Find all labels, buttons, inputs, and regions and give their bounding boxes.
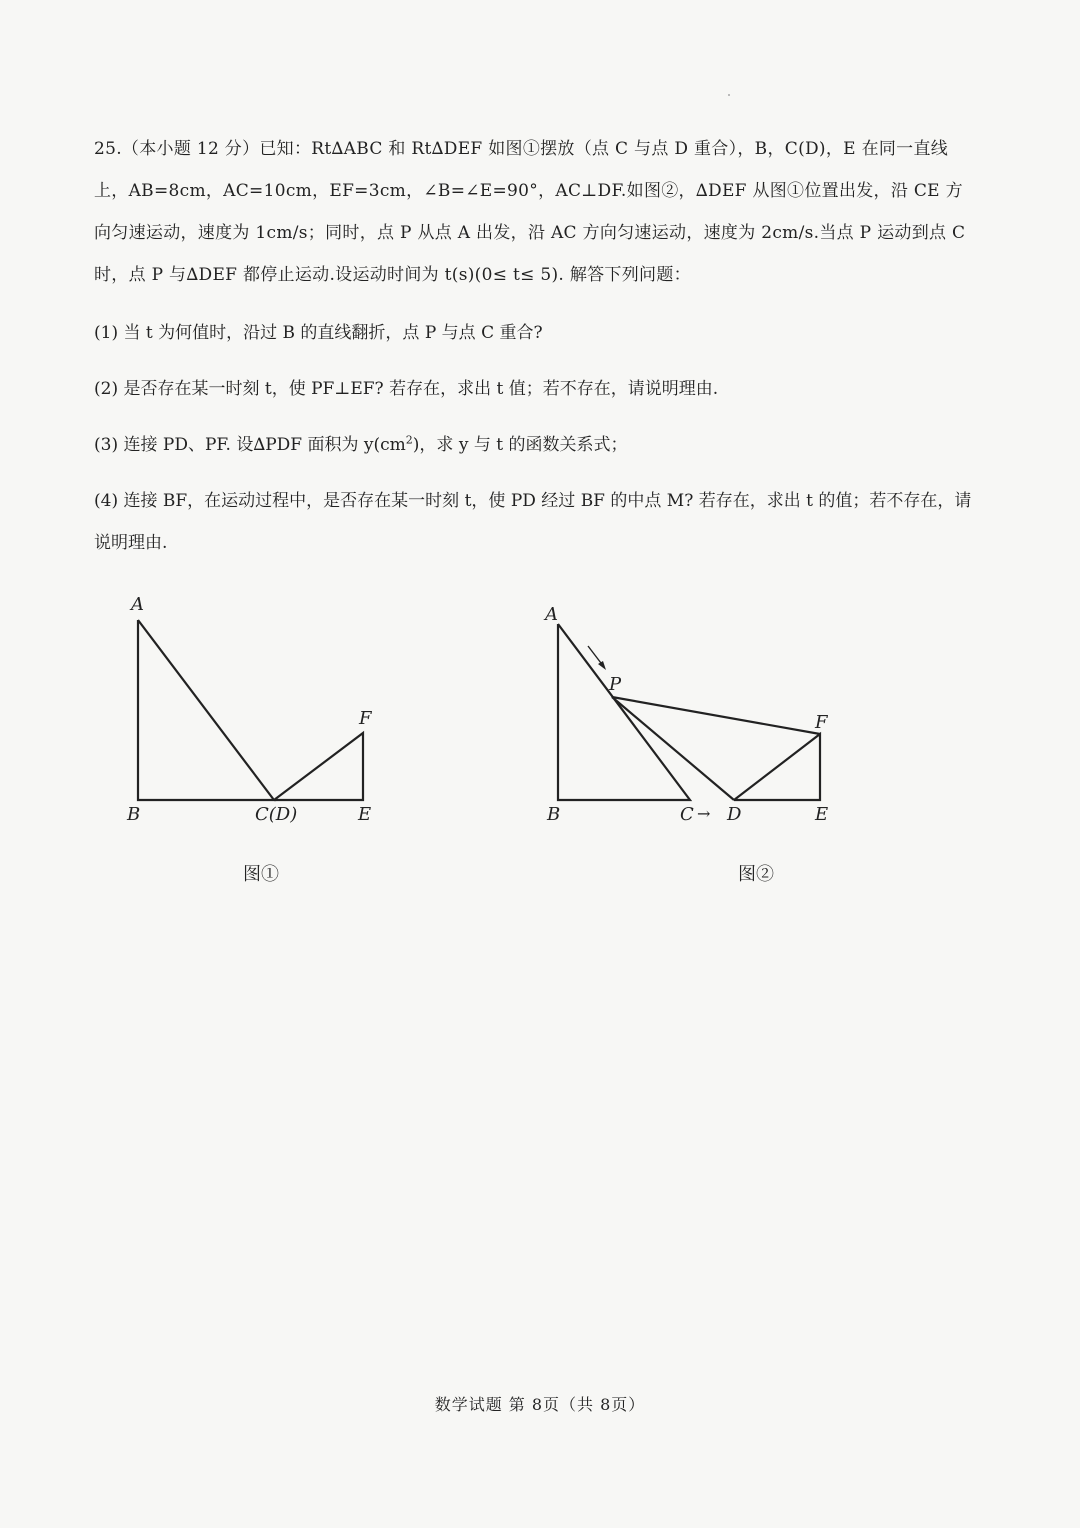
page-footer: 数学试题 第 8页（共 8页）	[434, 1395, 646, 1414]
label-e: E	[815, 804, 829, 825]
question-4: (4) 连接 BF，在运动过程中，是否存在某一时刻 t，使 PD 经过 BF 的中点 M? 若存在，求出 t 的值；若不存在，请说明理由.	[94, 491, 972, 553]
figure-1-caption: 图①	[243, 864, 279, 885]
label-a: A	[131, 594, 144, 615]
triangle-def	[734, 734, 820, 800]
label-f: F	[815, 712, 828, 733]
question-3-text-a: (3) 连接 PD、PF. 设∆PDF 面积为 y(cm	[94, 435, 406, 455]
label-c: C	[680, 804, 694, 825]
question-3	[94, 424, 974, 466]
label-c-d: C(D)	[255, 804, 298, 825]
figure-2	[530, 590, 860, 850]
triangle-abc	[138, 620, 274, 800]
label-f: F	[359, 708, 372, 729]
label-e: E	[358, 804, 372, 825]
label-p: P	[609, 674, 622, 695]
triangle-abc	[558, 624, 690, 800]
segment-pd	[612, 697, 734, 800]
triangle-def	[274, 733, 363, 800]
figure-1	[110, 590, 410, 850]
figure-2-diagram	[530, 590, 860, 850]
segment-pf	[612, 697, 820, 734]
label-b: B	[547, 804, 561, 825]
question-2: (2) 是否存在某一时刻 t，使 PF⊥EF? 若存在，求出 t 值；若不存在，请说明理由.	[94, 379, 719, 399]
label-d: D	[727, 804, 742, 825]
figure-1-diagram	[110, 590, 410, 850]
label-b: B	[127, 804, 141, 825]
problem-stem: 25.（本小题 12 分）已知：Rt∆ABC 和 Rt∆DEF 如图①摆放（点 C 与点 D 重合），B，C(D)，E 在同一直线上，AB=8cm，AC=10cm，EF=3cm，∠B=∠E=90°，AC⊥DF.如图②，∆DEF 从图①位置出发，沿 CE 方向匀速运动，速度为 1cm/s；同时，点 P 从点 A 出发，沿 AC 方向匀速运动，速度为 2cm/s.当点 P 运动到点 C 时，点 P 与∆DEF 都停止运动.设运动时间为 t(s)(0≤ t≤ 5). 解答下列问题：	[94, 139, 966, 285]
figure-2-caption: 图②	[738, 864, 774, 885]
question-3-text-b: )，求 y 与 t 的函数关系式；	[412, 435, 628, 455]
arrow-c-to-d: →	[697, 804, 711, 823]
label-a: A	[545, 604, 558, 625]
question-3-superscript: 2	[405, 433, 413, 447]
scan-speck	[728, 94, 730, 96]
problem-statement	[94, 128, 974, 296]
question-1: (1) 当 t 为何值时，沿过 B 的直线翻折，点 P 与点 C 重合?	[94, 323, 543, 343]
